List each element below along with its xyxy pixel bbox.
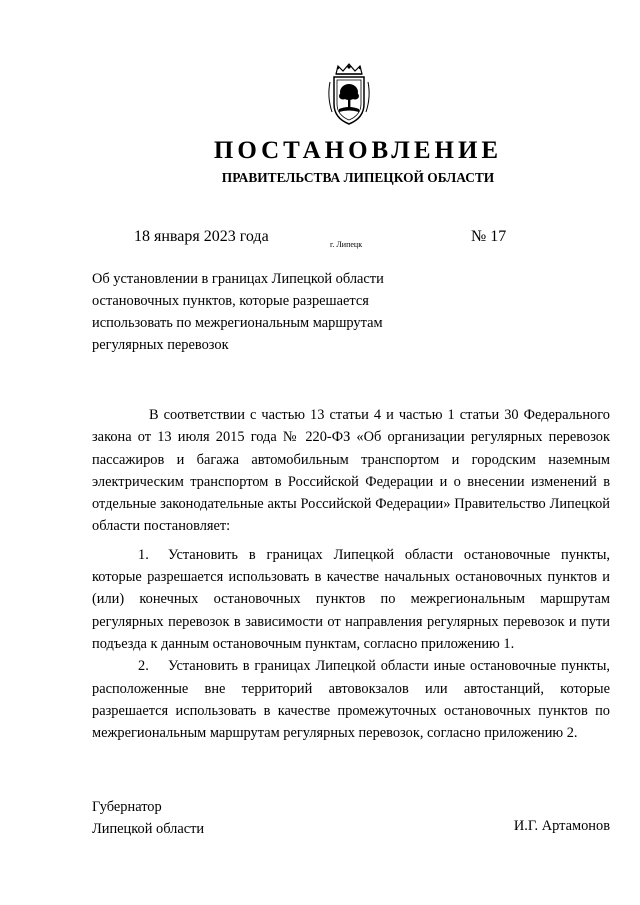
document-subtitle: ПРАВИТЕЛЬСТВА ЛИПЕЦКОЙ ОБЛАСТИ (221, 170, 495, 185)
item-text: Установить в границах Липецкой области иные остановочные пункты, расположенные вне территорий автовокзалов или автостанций, которые разрешается использовать в качестве промежуточных остановочных пунктов по межрегиональным маршрутам регулярных перевозок, согласно приложению 2. (92, 658, 610, 742)
item-number: 2. (138, 658, 149, 675)
preamble-paragraph: В соответствии с частью 13 статьи 4 и частью 1 статьи 30 Федерального закона от 13 июля 2015 года № 220-ФЗ «Об организации регулярных перевозок пассажиров и багажа автомобильным транспортом и городским наземным электрическим транспортом в Российской Федерации и о внесении изменений в отдельные законодательные акты Российской Федерации» Правительство Липецкой области постановляет: (92, 407, 610, 535)
document-title: ПОСТАНОВЛЕНИЕ (213, 137, 503, 164)
signer-position (92, 796, 204, 840)
list-item (92, 655, 610, 744)
subject-line: остановочных пунктов, которые разрешается (92, 293, 369, 309)
item-text: Установить в границах Липецкой области остановочные пункты, которые разрешается использовать в качестве начальных остановочных пунктов и (или) конечных остановочных пунктов по межрегиональным маршрутам регулярных перевозок в зависимости от направления регулярных перевозок и пути подъезда к данным остановочным пунктам, согласно приложению 1. (92, 546, 610, 652)
document-body (92, 404, 610, 744)
coat-of-arms-icon (324, 62, 374, 128)
subject-line: использовать по межрегиональным маршрутам (92, 315, 383, 331)
list-item (92, 544, 610, 655)
subject-line: регулярных перевозок (92, 337, 229, 353)
signer-name: И.Г. Артамонов (513, 818, 610, 834)
document-city: г. Липецк (330, 240, 363, 249)
signer-position-line: Липецкой области (92, 821, 205, 837)
item-number: 1. (138, 546, 149, 563)
document-date: 18 января 2023 года (134, 228, 269, 245)
document-number: № 17 (471, 228, 507, 245)
subject-line: Об установлении в границах Липецкой области (92, 271, 384, 287)
document-subject (92, 268, 412, 356)
signer-position-line: Губернатор (92, 799, 162, 815)
